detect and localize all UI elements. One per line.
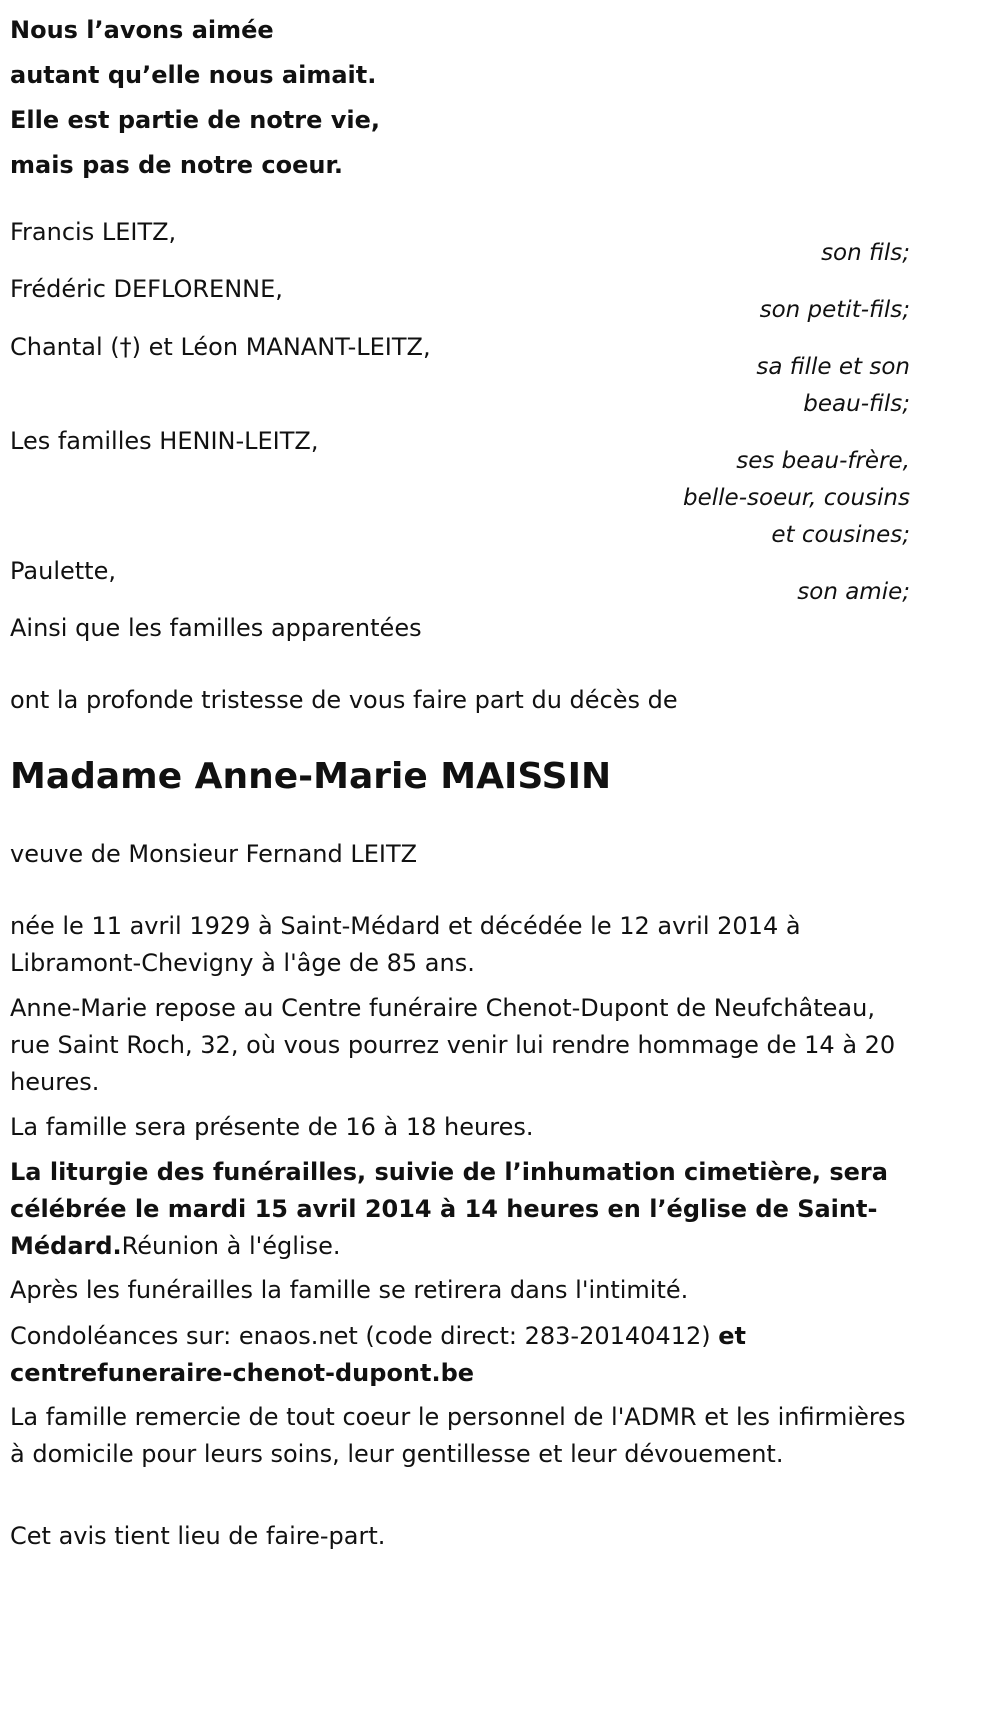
birth-death-info: née le 11 avril 1929 à Saint-Médard et décédée le 12 avril 2014 à Libramont-Chevigny à l'âge de 85 ans. [10, 912, 801, 977]
related-families: Ainsi que les familles apparentées [10, 614, 422, 642]
family-entry [10, 274, 910, 334]
family-member-name: Paulette, [10, 557, 116, 585]
closing-note: Cet avis tient lieu de faire-part. [10, 1522, 386, 1550]
after-funeral: Après les funérailles la famille se retirera dans l'intimité. [10, 1276, 689, 1304]
family-member-relation: son amie; [797, 579, 910, 605]
family-entry [10, 217, 910, 277]
rest-place-info: Anne-Marie repose au Centre funéraire Chenot-Dupont de Neufchâteau, rue Saint Roch, 32, où vous pourrez venir lui rendre hommage de 14 à 20 heures. [10, 994, 896, 1096]
family-entry [10, 556, 910, 616]
family-member-name: Frédéric DEFLORENNE, [10, 275, 283, 303]
family-member-name: Francis LEITZ, [10, 218, 177, 246]
condolences-website: et centrefuneraire-chenot-dupont.be [10, 1322, 746, 1387]
liturgy-meeting: Réunion à l'église. [121, 1232, 341, 1260]
widow-of: veuve de Monsieur Fernand LEITZ [10, 840, 418, 868]
poem-line: Elle est partie de notre vie, [10, 106, 381, 134]
poem-line: mais pas de notre coeur. [10, 151, 344, 179]
opening-poem [10, 8, 995, 188]
family-member-relation: sa fille et son beau-fils; [756, 354, 910, 417]
liturgy-info [10, 1154, 910, 1265]
announcement-text: ont la profonde tristesse de vous faire part du décès de [10, 686, 678, 714]
poem-line: Nous l’avons aimée [10, 16, 274, 44]
family-member-relation: son petit-fils; [759, 297, 910, 323]
family-member-name: Les familles HENIN-LEITZ, [10, 427, 319, 455]
condolences-info [10, 1318, 910, 1392]
condolences-text: Condoléances sur: enaos.net (code direct: 283-20140412) [10, 1322, 719, 1350]
poem-line: autant qu’elle nous aimait. [10, 61, 377, 89]
thanks-message: La famille remercie de tout coeur le personnel de l'ADMR et les infirmières à domicile pour leurs soins, leur gentillesse et leur dévouement. [10, 1403, 906, 1468]
family-member-relation: son fils; [821, 240, 910, 266]
deceased-name: Madame Anne-Marie MAISSIN [10, 756, 612, 797]
family-member-name: Chantal (†) et Léon MANANT-LEITZ, [10, 333, 431, 361]
family-entry [10, 332, 910, 427]
liturgy-details: La liturgie des funérailles, suivie de l’inhumation cimetière, sera célébrée le mardi 15 avril 2014 à 14 heures en l’église de Saint-Médard. [10, 1158, 888, 1260]
family-presence: La famille sera présente de 16 à 18 heures. [10, 1113, 534, 1141]
family-entry [10, 426, 910, 556]
family-member-relation: ses beau-frère, belle-soeur, cousins et cousines; [683, 448, 910, 548]
